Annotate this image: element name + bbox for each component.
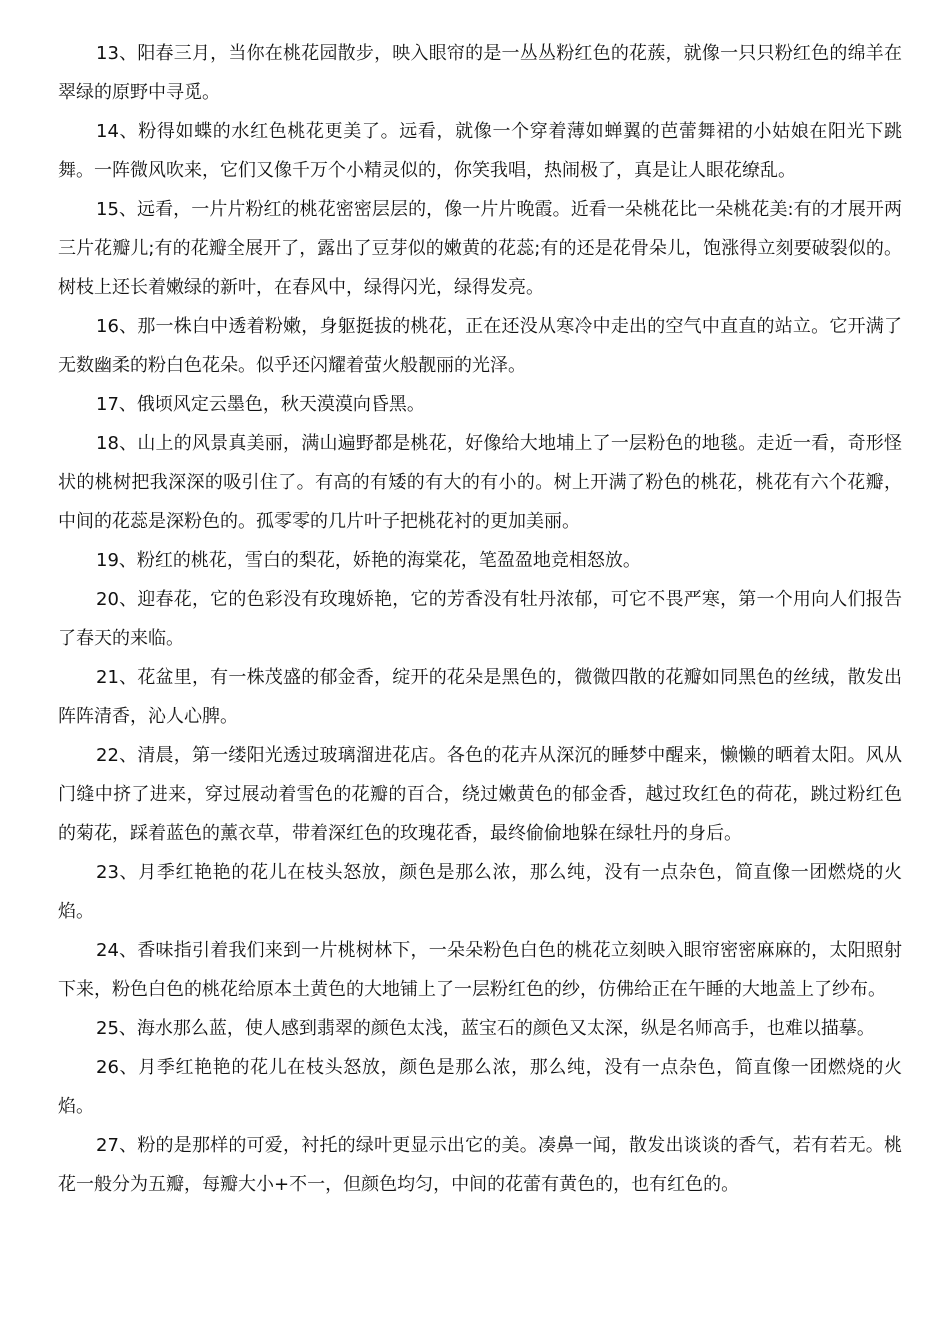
paragraph-13: 13、阳春三月，当你在桃花园散步，映入眼帘的是一丛丛粉红色的花蔟，就像一只只粉红色的绵羊在翠绿的原野中寻觅。 <box>58 43 902 103</box>
paragraph-23: 23、月季红艳艳的花儿在枝头怒放，颜色是那么浓，那么纯，没有一点杂色，简直像一团燃烧的火焰。 <box>58 862 902 922</box>
paragraph-21: 21、花盆里，有一株茂盛的郁金香，绽开的花朵是黑色的，微微四散的花瓣如同黑色的丝绒，散发出阵阵清香，沁人心脾。 <box>58 667 902 727</box>
paragraph-24: 24、香味指引着我们来到一片桃树林下，一朵朵粉色白色的桃花立刻映入眼帘密密麻麻的，太阳照射下来，粉色白色的桃花给原本土黄色的大地铺上了一层粉红色的纱，仿佛给正在午睡的大地盖上了纱布。 <box>58 940 902 1000</box>
paragraph-14: 14、粉得如蝶的水红色桃花更美了。远看，就像一个穿着薄如蝉翼的芭蕾舞裙的小姑娘在阳光下跳舞。一阵微风吹来，它们又像千万个小精灵似的，你笑我唱，热闹极了，真是让人眼花缭乱。 <box>58 121 902 181</box>
paragraph-18: 18、山上的风景真美丽，满山遍野都是桃花，好像给大地埔上了一层粉色的地毯。走近一看，奇形怪状的桃树把我深深的吸引住了。有高的有矮的有大的有小的。树上开满了粉色的桃花，桃花有六个花瓣，中间的花蕊是深粉色的。孤零零的几片叶子把桃花衬的更加美丽。 <box>58 433 902 532</box>
paragraph-25: 25、海水那么蓝，使人感到翡翠的颜色太浅，蓝宝石的颜色又太深，纵是名师高手，也难以描摹。 <box>96 1018 875 1039</box>
paragraph-26: 26、月季红艳艳的花儿在枝头怒放，颜色是那么浓，那么纯，没有一点杂色，简直像一团燃烧的火焰。 <box>58 1057 902 1117</box>
paragraph-15: 15、远看，一片片粉红的桃花密密层层的，像一片片晚霞。近看一朵桃花比一朵桃花美:有的才展开两三片花瓣儿;有的花瓣全展开了，露出了豆芽似的嫩黄的花蕊;有的还是花骨朵儿，饱涨得立刻要破裂似的。树枝上还长着嫩绿的新叶，在春风中，绿得闪光，绿得发亮。 <box>58 199 902 298</box>
paragraph-19: 19、粉红的桃花，雪白的梨花，娇艳的海棠花，笔盈盈地竞相怒放。 <box>96 550 641 571</box>
paragraph-27: 27、粉的是那样的可爱，衬托的绿叶更显示出它的美。凑鼻一闻，散发出谈谈的香气，若有若无。桃花一般分为五瓣，每瓣大小+不一，但颜色均匀，中间的花蕾有黄色的，也有红色的。 <box>58 1135 902 1195</box>
document-body <box>58 34 902 1204</box>
paragraph-22: 22、清晨，第一缕阳光透过玻璃溜进花店。各色的花卉从深沉的睡梦中醒来，懒懒的晒着太阳。风从门缝中挤了进来，穿过展动着雪色的花瓣的百合，绕过嫩黄色的郁金香，越过玫红色的荷花，跳过粉红色的菊花，踩着蓝色的薰衣草，带着深红色的玫瑰花香，最终偷偷地躲在绿牡丹的身后。 <box>58 745 902 844</box>
paragraph-17: 17、俄顷风定云墨色，秋天漠漠向昏黑。 <box>96 394 425 415</box>
paragraph-20: 20、迎春花，它的色彩没有玫瑰娇艳，它的芳香没有牡丹浓郁，可它不畏严寒，第一个用向人们报告了春天的来临。 <box>58 589 902 649</box>
paragraph-16: 16、那一株白中透着粉嫩，身躯挺拔的桃花，正在还没从寒冷中走出的空气中直直的站立。它开满了无数幽柔的粉白色花朵。似乎还闪耀着萤火般靓丽的光泽。 <box>58 316 902 376</box>
